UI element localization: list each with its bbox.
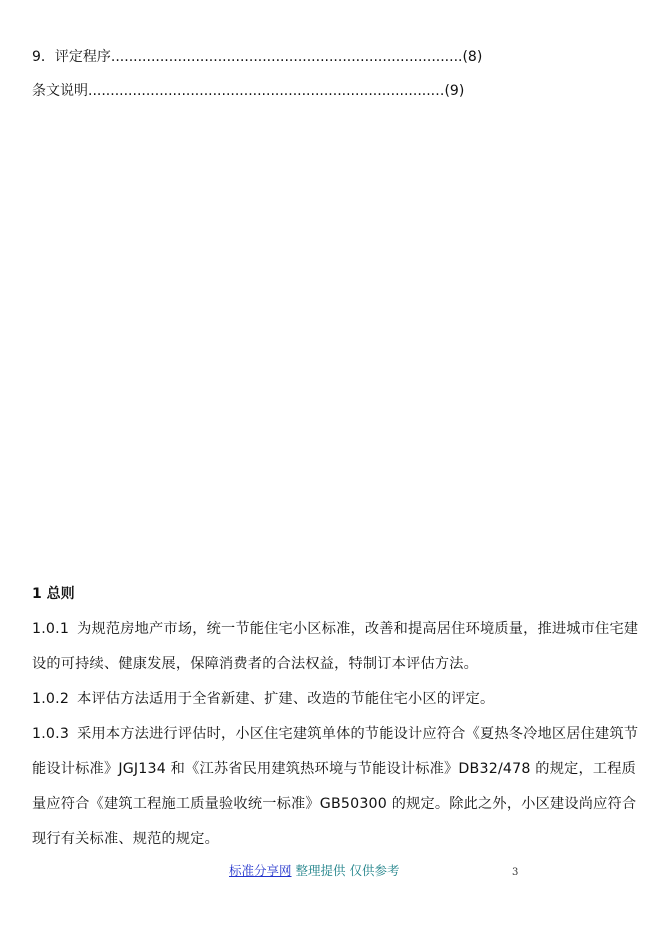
section-body <box>32 612 644 857</box>
clause-number: 1.0.2 <box>32 691 70 707</box>
toc-entry-evaluation-procedure[interactable]: 9．评定程序...............................................................................(8) <box>32 49 483 65</box>
clause-1-0-3 <box>32 717 644 857</box>
clause-text: 为规范房地产市场，统一节能住宅小区标准，改善和提高居住环境质量，推进城市住宅建设的可持续、健康发展，保障消费者的合法权益，特制订本评估方法。 <box>32 621 639 672</box>
footer-note: 整理提供 仅供参考 <box>291 863 400 878</box>
clause-1-0-1 <box>32 612 644 682</box>
toc-entry-clause-explanation[interactable]: 条文说明..............................................................................‥(9) <box>32 83 465 99</box>
clause-1-0-2 <box>32 682 644 717</box>
clause-text: 本评估方法适用于全省新建、扩建、改造的节能住宅小区的评定。 <box>77 691 495 707</box>
section-heading: 1 总则 <box>32 586 75 602</box>
clause-text: 采用本方法进行评估时，小区住宅建筑单体的节能设计应符合《夏热冬冷地区居住建筑节能设计标准》JGJ134 和《江苏省民用建筑热环境与节能设计标准》DB32/478 的规定，工程质量应符合《建筑工程施工质量验收统一标准》GB50300 的规定。除此之外，小区建设尚应符合现行有关标准、规范的规定。 <box>32 726 639 847</box>
footer-site-link[interactable]: 标准分享网 <box>229 863 292 878</box>
clause-number: 1.0.1 <box>32 621 70 637</box>
page-number: 3 <box>512 867 519 878</box>
clause-number: 1.0.3 <box>32 726 70 742</box>
footer-credit <box>229 862 399 880</box>
